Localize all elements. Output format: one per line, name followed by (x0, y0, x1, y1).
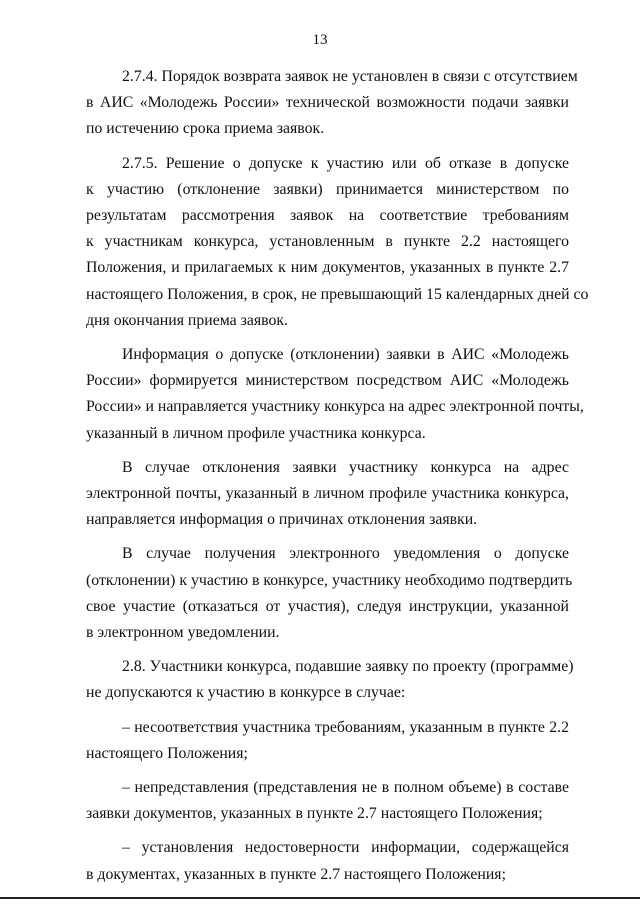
text-line: – установления недостоверности информации, содержащейся (122, 839, 569, 857)
text-line: – непредставления (представления не в полном объеме) в составе (122, 779, 569, 797)
list-item-nonconformity (86, 715, 569, 767)
paragraph-admission-info (86, 342, 584, 447)
text-line: 2.7.4. Порядок возврата заявок не установлен в связи с отсутствием (122, 68, 578, 85)
text-line: свое участие (отказаться от участия), следуя инструкции, указанной (86, 597, 569, 615)
text-line: указанный в личном профиле участника конкурса. (86, 424, 426, 442)
text-line: 2.8. Участники конкурса, подавшие заявку по проекту (программе) (122, 658, 574, 676)
text-line: 2.7.5. Решение о допуске к участию или об отказе в допуске (122, 154, 569, 172)
text-line: электронной почты, указанный в личном профиле участника конкурса, (86, 485, 569, 503)
text-line: направляется информация о причинах отклонения заявки. (86, 511, 478, 529)
text-line: в документах, указанных в пункте 2.7 настоящего Положения; (86, 865, 506, 883)
text-line: настоящего Положения, в срок, не превышающий 15 календарных дней со (86, 285, 589, 303)
paragraph-notification-case (86, 541, 573, 646)
page-number: 13 (312, 32, 328, 48)
text-line: (отклонении) к участию в конкурсе, участнику необходимо подтвердить (86, 571, 573, 589)
page-bottom-edge (0, 897, 640, 899)
text-line: в АИС «Молодежь России» технической возможности подачи заявки (86, 94, 569, 112)
text-line: Положения, и прилагаемых к ним документов, указанных в пункте 2.7 (86, 259, 569, 277)
text-line: Информация о допуске (отклонении) заявки в АИС «Молодежь (122, 346, 569, 364)
text-line: результатам рассмотрения заявок на соответствие требованиям (86, 207, 569, 225)
text-line: к участникам конкурса, установленным в пункте 2.2 настоящего (86, 233, 569, 251)
text-line: В случае отклонения заявки участнику конкурса на адрес (122, 458, 569, 476)
list-item-unreliability (86, 835, 569, 887)
paragraph-2-8 (86, 654, 574, 706)
text-line: дня окончания приема заявок. (86, 311, 288, 329)
text-line: России» формируется министерством посредством АИС «Молодежь (86, 372, 569, 390)
paragraph-2-7-4 (86, 64, 578, 143)
text-line: в электронном уведомлении. (86, 624, 280, 642)
text-line: по истечению срока приема заявок. (86, 120, 325, 138)
text-line: России» и направляется участнику конкурса на адрес электронной почты, (86, 398, 584, 416)
list-item-nonsubmission (86, 775, 569, 827)
document-body (86, 64, 589, 896)
paragraph-rejection-case (86, 455, 569, 534)
text-line: настоящего Положения; (86, 744, 248, 762)
text-line: заявки документов, указанных в пункте 2.7 настоящего Положения; (86, 805, 543, 823)
paragraph-2-7-5 (86, 151, 589, 334)
text-line: – несоответствия участника требованиям, указанным в пункте 2.2 (122, 718, 569, 736)
text-line: не допускаются к участию в конкурсе в случае: (86, 684, 406, 702)
text-line: В случае получения электронного уведомления о допуске (122, 545, 569, 563)
text-line: к участию (отклонение заявки) принимается министерством по (86, 180, 569, 198)
